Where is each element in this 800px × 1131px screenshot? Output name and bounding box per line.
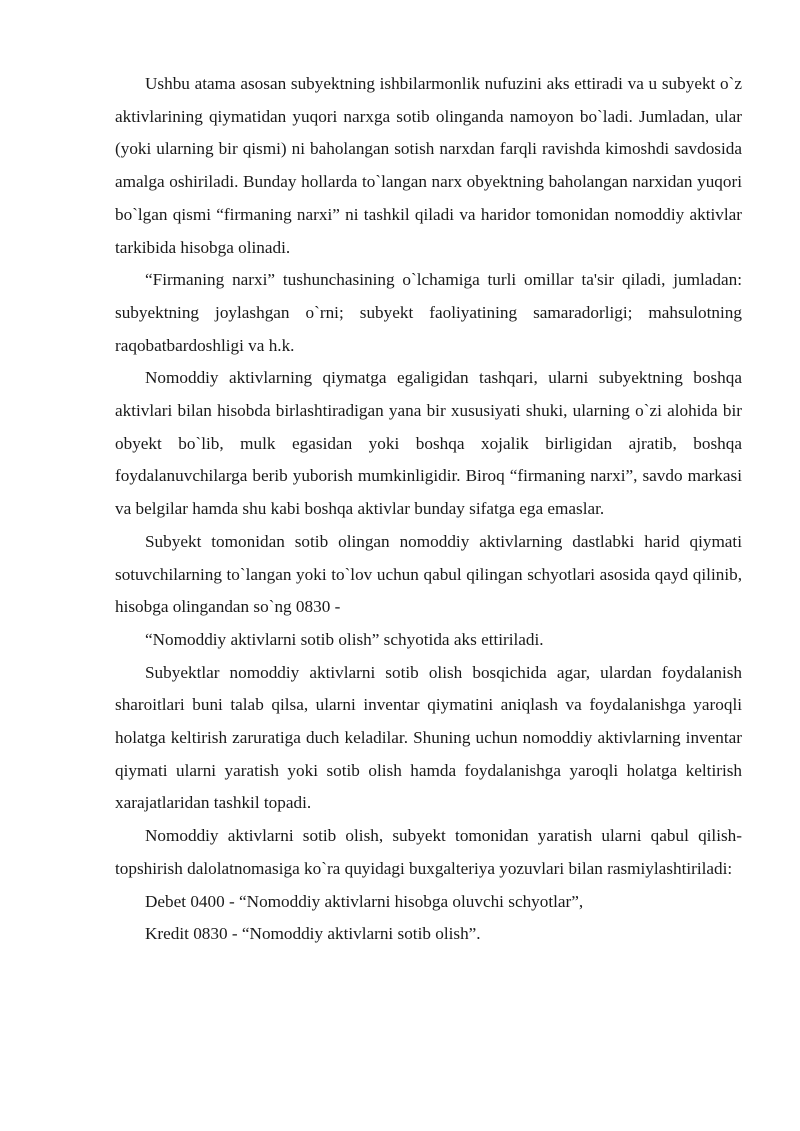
entry-credit: Kredit 0830 - “Nomoddiy aktivlarni sotib olish”. [145,924,481,944]
paragraph-initial-cost: Subyekt tomonidan sotib olingan nomoddiy aktivlarning dastlabki harid qiymati sotuvchilarning to`langan yoki to`lov uchun qabul qilingan schyotlari asosida qayd qilinib, hisobga olingandan so`ng 0830 - [115,531,742,617]
paragraph-goodwill-definition: Ushbu atama asosan subyektning ishbilarmonlik nufuzini aks ettiradi va u subyekt o`z aktivlarining qiymatidan yuqori narxga sotib olinganda namoyon bo`ladi. Jumladan, ular (yoki ularning bir qismi) ni baholangan sotish narxdan farqli ravishda kimoshdi savdosida amalga oshiriladi. Bunday hollarda to`langan narx obyektning baholangan narxidan yuqori bo`lgan qismi “firmaning narxi” ni tashkil qiladi va haridor tomonidan nomoddiy aktivlar tarkibida hisobga olinadi. [115,74,742,257]
paragraph-inventory-value: Subyektlar nomoddiy aktivlarni sotib olish bosqichida agar, ulardan foydalanish sharoitlari buni talab qilsa, ularni inventar qiymatini aniqlash va foydalanishga yaroqli holatga keltirish zaruratiga duch keladilar. Shuning uchun nomoddiy aktivlarning inventar qiymati ularni yaratish yoki sotib olish hamda foydalanishga yaroqli holatga keltirish xarajatlaridan tashkil topadi. [115,662,742,813]
paragraph-firm-price-factors: “Firmaning narxi” tushunchasining o`lchamiga turli omillar ta'sir qiladi, jumladan: subyektning joylashgan o`rni; subyekt faoliyatining samaradorligi; mahsulotning raqobatbardoshligi va h.k. [115,270,742,355]
entry-debit: Debet 0400 - “Nomoddiy aktivlarni hisobga oluvchi schyotlar”, [145,891,584,911]
paragraph-intangible-features: Nomoddiy aktivlarning qiymatga egaligidan tashqari, ularni subyektning boshqa aktivlari bilan hisobda birlashtiradigan yana bir xususiyati shuki, ularning o`zi alohida bir obyekt bo`lib, mulk egasidan yoki boshqa xojalik birligidan ajratib, boshqa foydalanuvchilarga berib yuborish mumkinligidir. Biroq “firmaning narxi”, savdo markasi va belgilar hamda shu kabi boshqa aktivlar bunday sifatga ega emaslar. [115,368,742,519]
paragraph-accounting-entries: Nomoddiy aktivlarni sotib olish, subyekt tomonidan yaratish ularni qabul qilish-topshirish dalolatnomasiga ko`ra quyidagi buxgalteriya yozuvlari bilan rasmiylashtiriladi: [115,826,742,878]
paragraph-account-0830: “Nomoddiy aktivlarni sotib olish” schyotida aks ettiriladi. [145,629,544,649]
document-page [115,68,742,951]
